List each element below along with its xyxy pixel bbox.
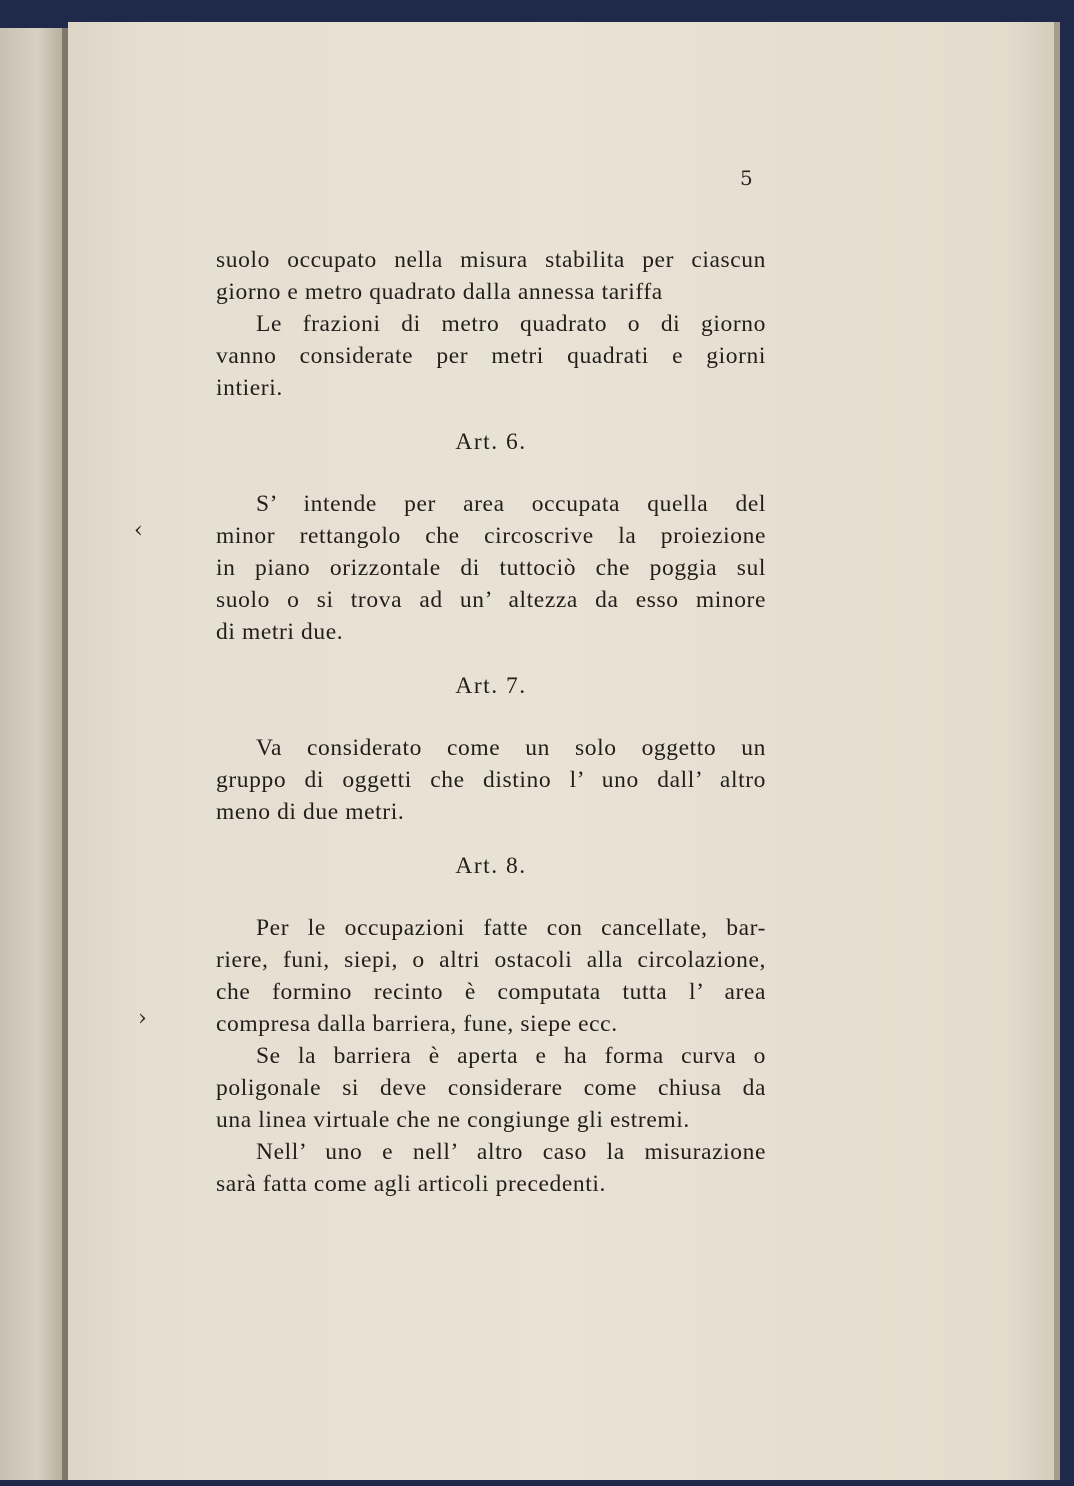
text-line: Per le occupazioni fatte con cancellate, bar- xyxy=(256,915,766,941)
text-line: S’ intende per area occupata quella del xyxy=(256,491,766,517)
text-line: giorno e metro quadrato dalla annessa tariffa xyxy=(216,279,663,305)
body-text xyxy=(216,244,766,1200)
text-line: sarà fatta come agli articoli precedenti. xyxy=(216,1171,606,1197)
text-line: intieri. xyxy=(216,375,283,401)
text-line: suolo occupato nella misura stabilita per ciascun xyxy=(216,247,766,273)
text-line: Se la barriera è aperta e ha forma curva o xyxy=(256,1043,766,1069)
text-line: di metri due. xyxy=(216,619,344,645)
article-heading-7: Art. 7. xyxy=(455,673,527,699)
text-line: Nell’ uno e nell’ altro caso la misurazione xyxy=(256,1139,766,1165)
text-line: vanno considerate per metri quadrati e giorni xyxy=(216,343,766,369)
text-line: Le frazioni di metro quadrato o di giorno xyxy=(256,311,766,337)
text-line: gruppo di oggetti che distino l’ uno dall’ altro xyxy=(216,767,766,793)
page-edge-shadow xyxy=(1054,22,1060,1480)
text-line: una linea virtuale che ne congiunge gli estremi. xyxy=(216,1107,690,1133)
text-line: minor rettangolo che circoscrive la proiezione xyxy=(216,523,766,549)
article-heading-6: Art. 6. xyxy=(455,429,527,455)
previous-page-edge xyxy=(0,28,62,1480)
binding-hole-mark: › xyxy=(138,1006,147,1031)
binding-hole-mark: ‹ xyxy=(134,518,143,543)
text-line: poligonale si deve considerare come chiusa da xyxy=(216,1075,766,1101)
text-line: riere, funi, siepi, o altri ostacoli alla circolazione, xyxy=(216,947,766,973)
text-line: Va considerato come un solo oggetto un xyxy=(256,735,766,761)
text-line: suolo o si trova ad un’ altezza da esso minore xyxy=(216,587,766,613)
article-heading-8: Art. 8. xyxy=(455,853,527,879)
text-line: che formino recinto è computata tutta l’ area xyxy=(216,979,766,1005)
text-line: compresa dalla barriera, fune, siepe ecc. xyxy=(216,1011,618,1037)
page-number: 5 xyxy=(740,166,753,190)
text-line: in piano orizzontale di tuttociò che poggia sul xyxy=(216,555,766,581)
text-line: meno di due metri. xyxy=(216,799,405,825)
